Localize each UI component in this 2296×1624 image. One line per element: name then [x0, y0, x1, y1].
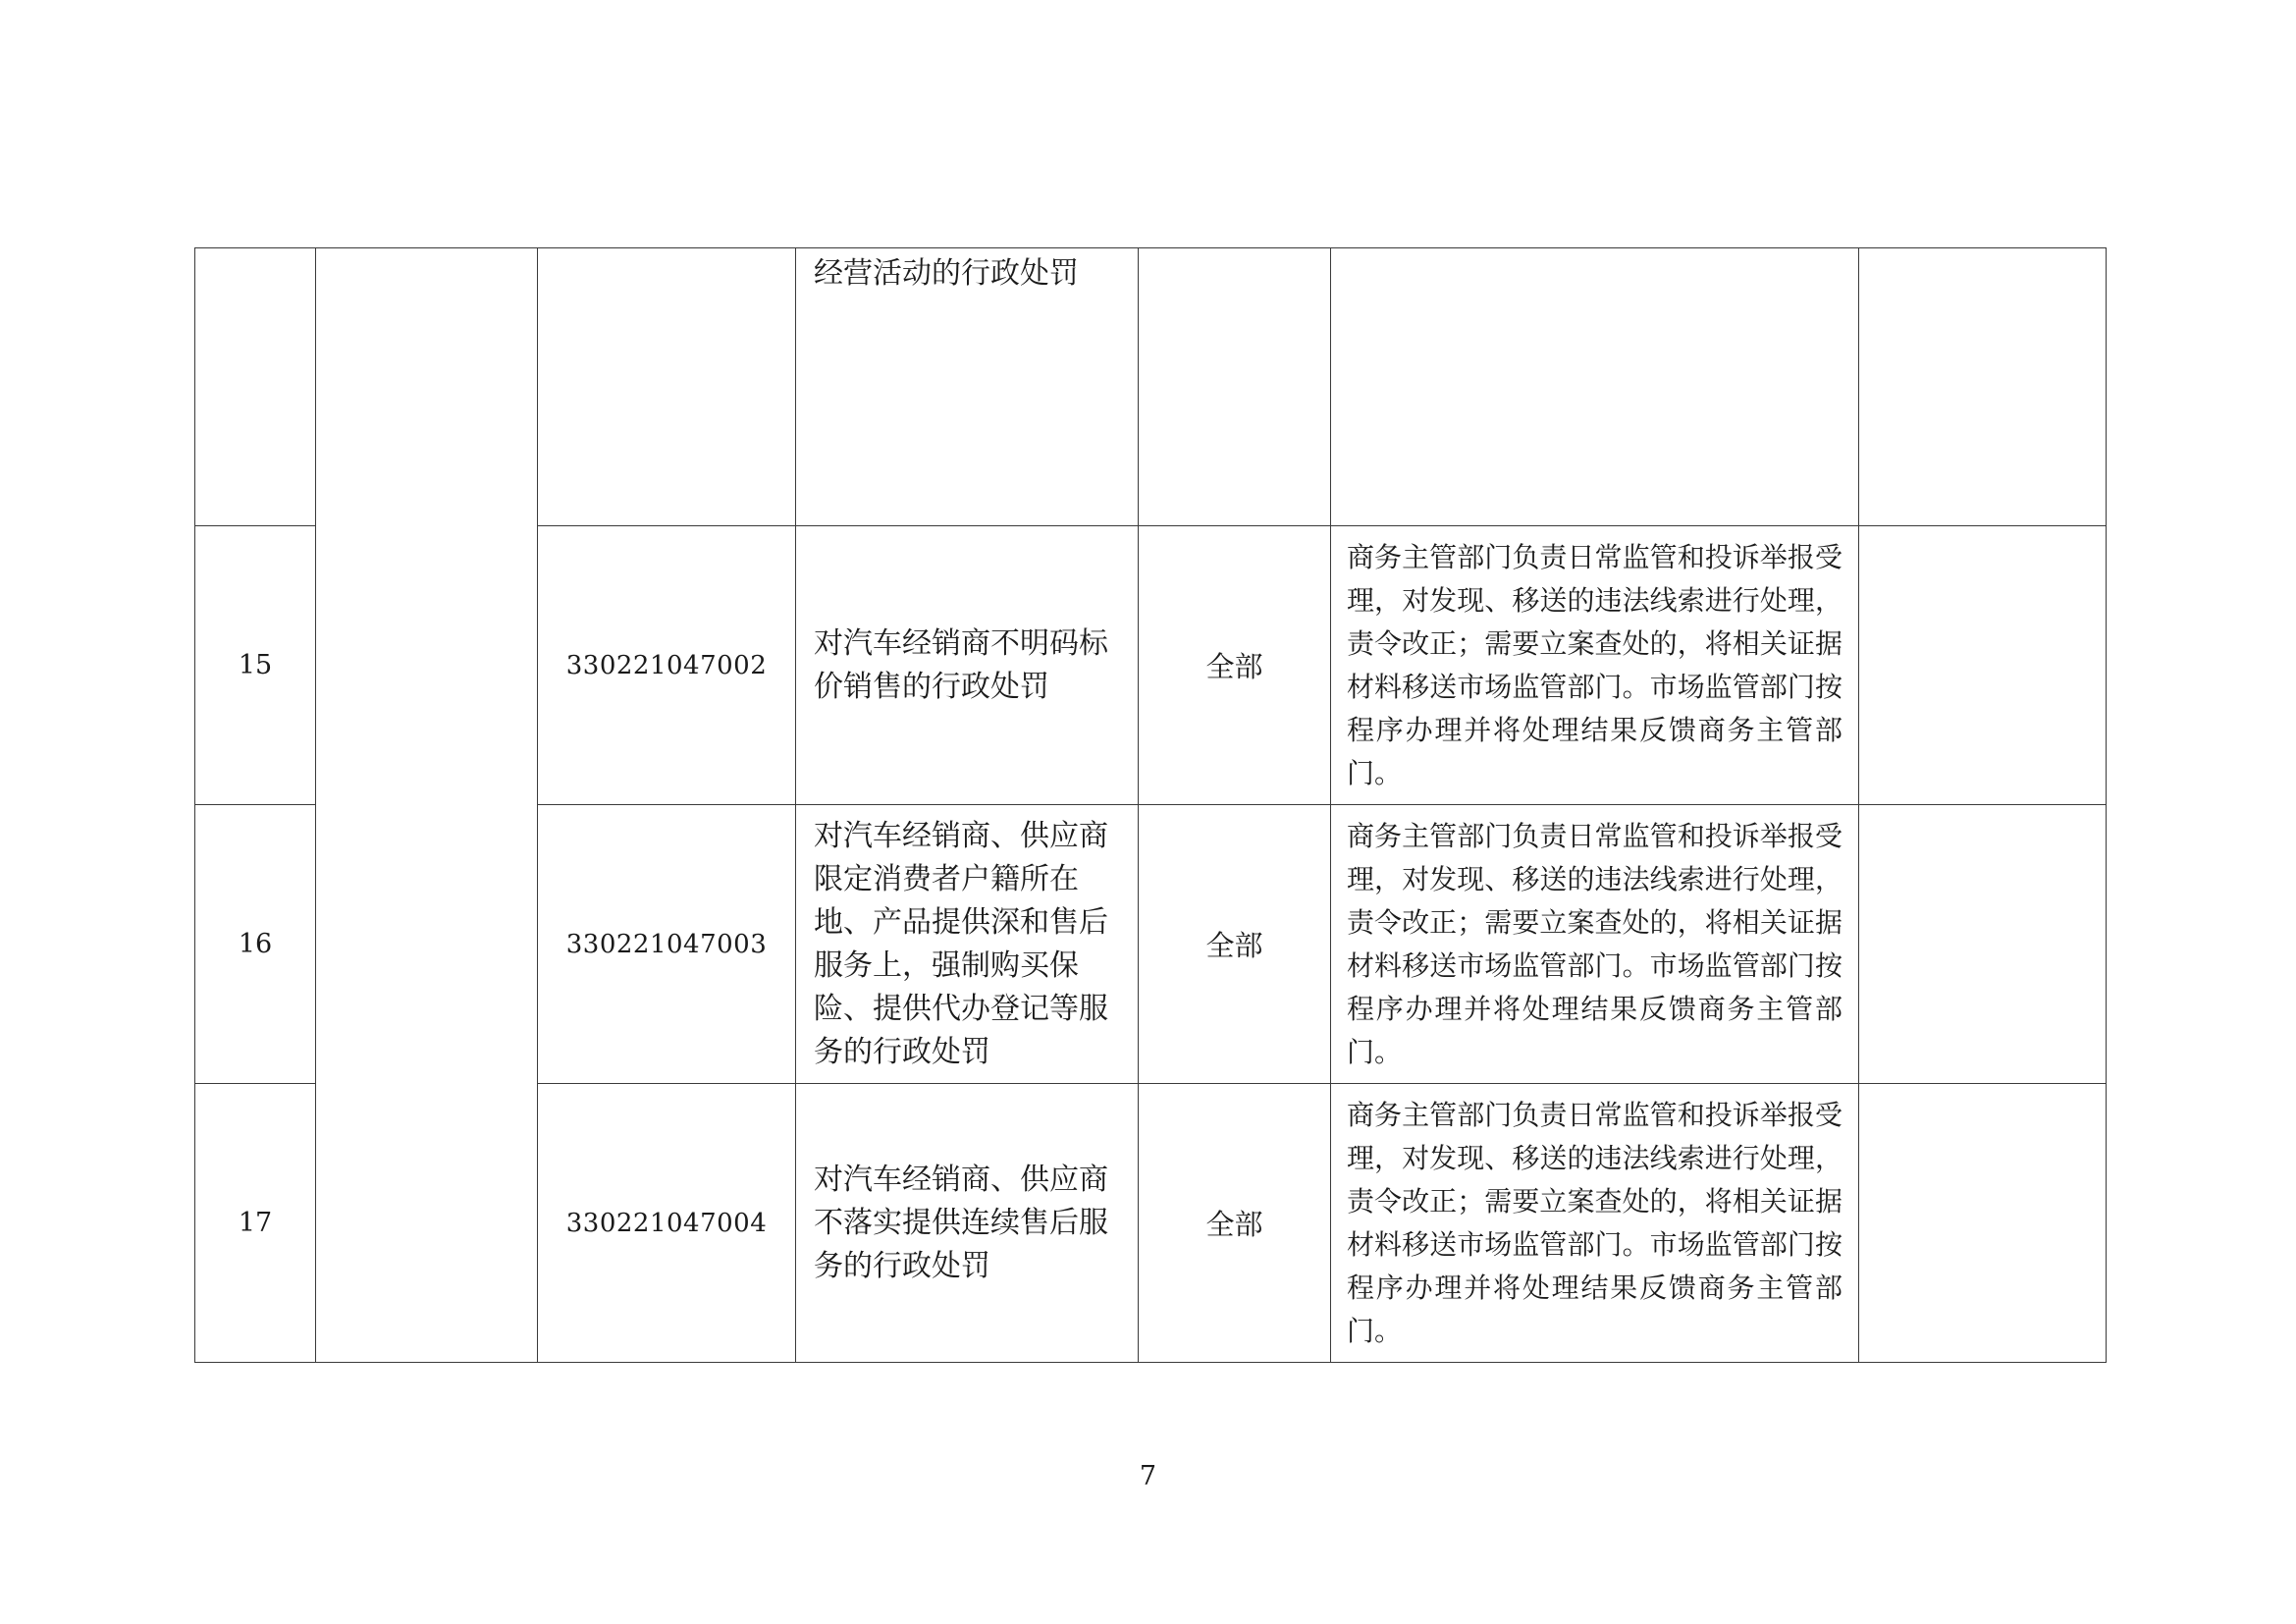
description-cell: 商务主管部门负责日常监管和投诉举报受理，对发现、移送的违法线索进行处理，责令改正；需要立案查处的，将相关证据材料移送市场监管部门。市场监管部门按程序办理并将处理结果反馈商务主管部门。	[1331, 526, 1859, 805]
scope-cell: 全部	[1139, 805, 1331, 1084]
number-cell	[195, 248, 316, 526]
scope-cell: 全部	[1139, 1084, 1331, 1363]
document-table	[194, 247, 2107, 1363]
item-cell: 对汽车经销商不明码标价销售的行政处罚	[796, 526, 1139, 805]
category-cell-merged	[316, 248, 538, 1363]
item-cell: 经营活动的行政处罚	[796, 248, 1139, 526]
remarks-cell	[1859, 1084, 2107, 1363]
code-cell: 330221047002	[538, 526, 796, 805]
code-cell: 330221047004	[538, 1084, 796, 1363]
code-cell	[538, 248, 796, 526]
description-cell: 商务主管部门负责日常监管和投诉举报受理，对发现、移送的违法线索进行处理，责令改正；需要立案查处的，将相关证据材料移送市场监管部门。市场监管部门按程序办理并将处理结果反馈商务主管部门。	[1331, 1084, 1859, 1363]
table-row-continuation	[195, 248, 2107, 526]
scope-cell	[1139, 248, 1331, 526]
description-cell	[1331, 248, 1859, 526]
item-cell: 对汽车经销商、供应商不落实提供连续售后服务的行政处罚	[796, 1084, 1139, 1363]
remarks-cell	[1859, 805, 2107, 1084]
number-cell: 17	[195, 1084, 316, 1363]
description-cell: 商务主管部门负责日常监管和投诉举报受理，对发现、移送的违法线索进行处理，责令改正；需要立案查处的，将相关证据材料移送市场监管部门。市场监管部门按程序办理并将处理结果反馈商务主管部门。	[1331, 805, 1859, 1084]
remarks-cell	[1859, 248, 2107, 526]
scope-cell: 全部	[1139, 526, 1331, 805]
page-number: 7	[1139, 1461, 1157, 1491]
remarks-cell	[1859, 526, 2107, 805]
number-cell: 16	[195, 805, 316, 1084]
item-cell: 对汽车经销商、供应商限定消费者户籍所在地、产品提供深和售后服务上，强制购买保险、提供代办登记等服务的行政处罚	[796, 805, 1139, 1084]
code-cell: 330221047003	[538, 805, 796, 1084]
number-cell: 15	[195, 526, 316, 805]
